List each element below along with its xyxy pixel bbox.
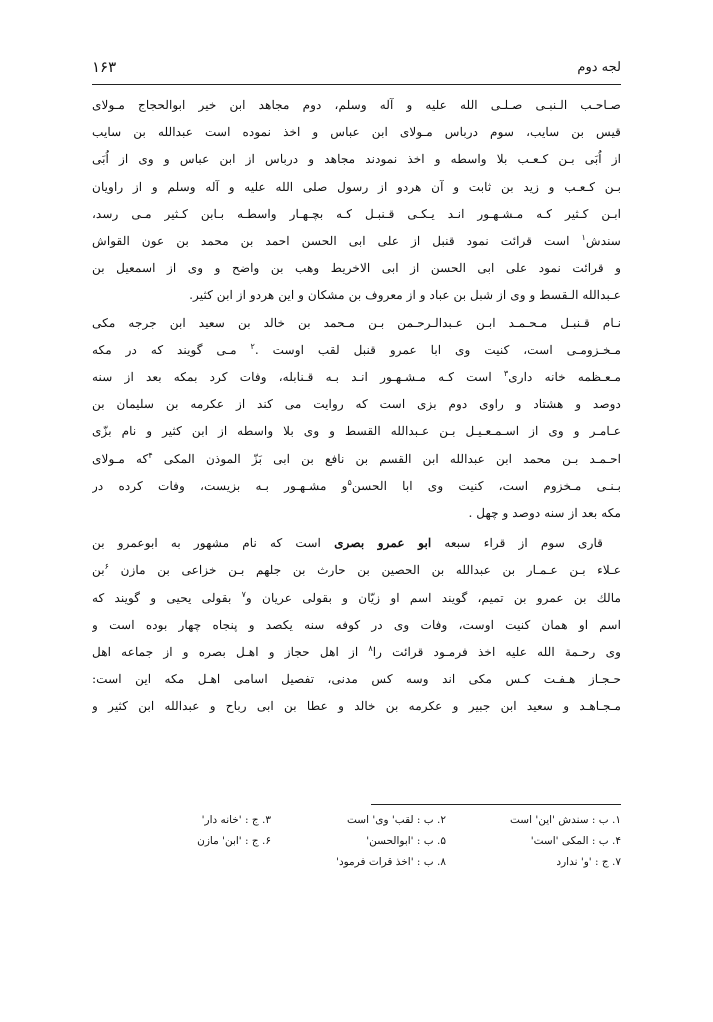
text-fragment: كه مـولاى — [92, 451, 149, 466]
text-line: عـبدالله الـقسط و وى از شبل بن عباد و از معروف بن مشكان و اين هردو از ابن كثير. — [189, 288, 621, 303]
text-fragment: وى رحـمة الله عليه اخذ فرمـود قرائت را — [372, 645, 621, 660]
text-line — [92, 639, 621, 666]
text-fragment: مالك بن عمرو بن تميم، گويند اسم او زيّان و بقولى عريان و — [245, 590, 621, 605]
text-line: مـجـاهـد و سعيد ابن جبير و عكرمه بن خالد و عطا بن ابى رباح و عبدالله ابن كثير و — [92, 699, 621, 714]
text-fragment: عـلاء بـن عـمـار بن عبدالله بن الحصين بن حارث بن جلهم بـن خزاعى بن مازن — [120, 563, 621, 578]
text-fragment: است كه نام مشهور به ابوعمرو بن — [92, 536, 321, 551]
footnote: ۴. ب : المكى 'است' — [530, 835, 621, 847]
footnote-ref: ۴ — [148, 450, 153, 460]
running-head-title: لجه دوم — [577, 60, 621, 75]
footnote-ref: ۸ — [368, 644, 373, 653]
text-fragment: سندش — [585, 234, 621, 249]
running-head — [92, 58, 621, 84]
footnote — [96, 852, 271, 873]
text-line: اسم او همان كنيت اوست، وفات وى در كوفه سنه يكصد و پنجاه چهار بوده است و — [92, 617, 621, 632]
text-line: مكه بعد از سنه دوصد و چهل . — [468, 506, 621, 521]
footnote-row — [92, 852, 621, 873]
footnote-ref: ۲ — [250, 341, 255, 351]
text-fragment: مـخـزومـى است، كنيت وى ابا عمرو قنبل لقب اوست . — [254, 342, 621, 357]
footnote: ۱. ب : سندش 'اين' است — [509, 814, 621, 826]
text-fragment: مـعـظمه خانه دارى — [508, 370, 621, 385]
text-line: دوصد و هشتاد و راوى دوم بزى است كه روايت مى كند از عكرمه بن سليمان بن — [92, 397, 621, 412]
text-fragment: بقولى يحيى و گويند كه — [92, 590, 232, 605]
text-line: حـجـاز هـفـت كـس مكى اند وسه كس مدنى، تفصيل اسامى اهـل مكه اين است: — [92, 672, 621, 687]
footnote: ۵. ب : 'ابوالحسن' — [366, 835, 446, 847]
footnote-ref: ۶ — [104, 562, 109, 572]
text-fragment: و مشـهـور بـه بزيست، وفات كرده در — [92, 478, 348, 493]
header-rule — [92, 84, 621, 85]
bold-name: ابو عمرو بصرى — [334, 536, 432, 551]
text-line: قيس بن سايب، سوم درباس مـولاى ابن عباس و اخذ نموده است عبدالله بن سايب — [92, 125, 621, 140]
text-line: صـاحـب الـنبـى صـلـى الله عليه و آله وسلم، دوم مجاهد ابن خير ابوالحجاج مـولاى — [92, 98, 621, 112]
page-number: ۱۶۳ — [92, 58, 117, 76]
text-line: عـامـر و وى از اسـمـعـيـل بـن عـبدالله القسط و وى بلا واسطه از ابن كثير و نام بزّى — [92, 424, 621, 439]
text-fragment: احـمـد بـن محمد ابن عبدالله ابن القسم بن نافع بن ابى بَزّ الموذن المكى — [163, 451, 621, 466]
footnote-row — [92, 810, 621, 831]
text-fragment: است كـه مـشـهـور انـد بـه قـنابله، وفات كرد بمكه بعد از سنه — [92, 370, 492, 385]
text-line: ابـن كـثير كـه مـشـهـور انـد يـكـى قـنبـل كـه بچـهـار واسطـه بـابن كـثير مـى رسد، — [92, 206, 621, 221]
footnotes — [92, 810, 621, 873]
footnote-ref: ۷ — [241, 589, 246, 599]
text-line: نـام قـنبـل مـحـمـد ابـن عـبدالـرحـمن بـن مـحمد بن خالد بن سعيد ابن جرجه مكى — [92, 315, 621, 330]
text-fragment: است قرائت نمود قنبل از على ابى الحسن احمد بن محمد بن عون القواش — [92, 234, 570, 249]
text-fragment: بن — [92, 563, 105, 578]
text-fragment: مـى گويند كه در مكه — [92, 342, 237, 357]
text-line: بـن كـعـب و زيد بن ثابت و آن هردو از رسول صلى الله عليه و آله وسلم و از راويان — [92, 179, 621, 194]
text-line — [92, 530, 621, 557]
text-fragment: بـنـى مـخزوم است، كنيت وى ابا الحسن — [351, 478, 621, 493]
footnote: ۳. ج : 'خانه دار' — [201, 814, 271, 826]
footnote: ۶. ج : 'ابن' مازن — [197, 835, 271, 847]
footnote-ref: ۱ — [581, 232, 586, 242]
text-fragment: از اهل حجاز و اهـل بصره و از جماعه اهل — [92, 645, 359, 660]
text-line — [92, 364, 621, 391]
main-text — [92, 92, 621, 721]
text-line — [92, 557, 621, 584]
footnote: ۲. ب : لقب' وى' است — [347, 814, 446, 826]
text-line — [92, 585, 621, 612]
text-line — [92, 337, 621, 364]
footnote-ref: ۵ — [347, 477, 352, 487]
footnote-ref: ۳ — [503, 368, 509, 378]
text-line: و قرائت نمود على ابى الحسن از ابى الاخريط وهب بن واضح و وى از اسمعيل بن — [92, 261, 621, 276]
text-line — [92, 473, 621, 500]
footnote: ۷. ج : 'و' ندارد — [556, 856, 621, 868]
footnote: ۸. ب : 'اخذ قرات فرمود' — [336, 856, 446, 868]
footnote-rule — [371, 804, 621, 805]
text-fragment: قارى سوم از قراء سبعه — [444, 536, 604, 551]
text-line — [92, 446, 621, 473]
text-line: از اُبَى بـن كـعـب بلا واسطه و اخذ نمودند مجاهد و درباس از ابن عباس و وى از اُبَى — [92, 152, 621, 167]
footnote-row — [92, 831, 621, 852]
text-line — [92, 228, 621, 255]
